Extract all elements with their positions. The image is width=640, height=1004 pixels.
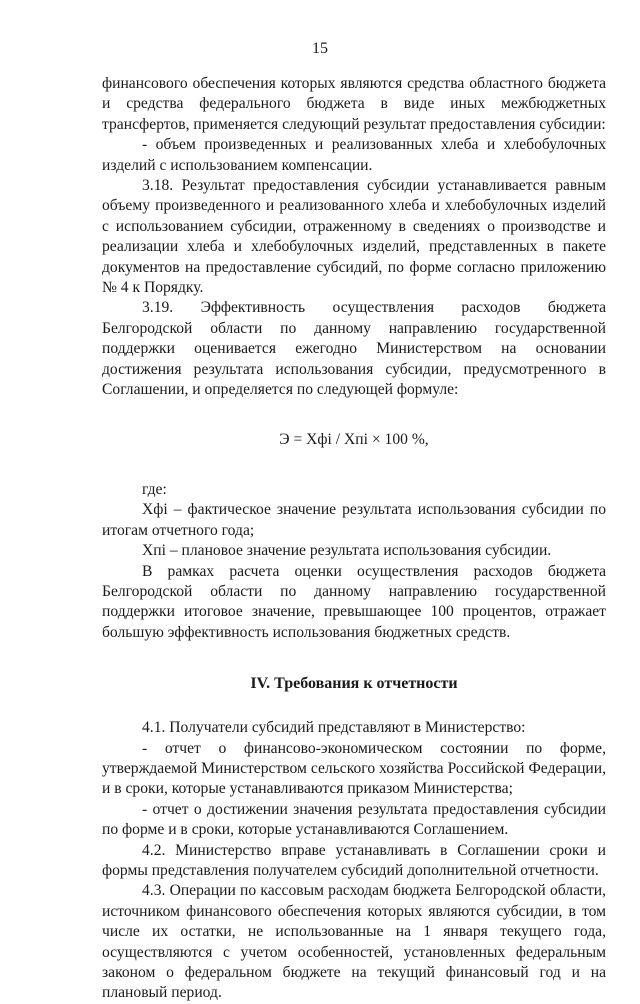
page-number: 15 bbox=[312, 40, 328, 57]
paragraph-continuation: финансового обеспечения которых являются средства областного бюджета и средства федерального бюджета в виде иных межбюджетных трансфертов, применяется следующий результат предоставления субсидии: bbox=[102, 75, 606, 133]
paragraph-4-1: 4.1. Получатели субсидий представляют в Министерство: bbox=[142, 719, 526, 737]
formula-where-label: где: bbox=[142, 480, 167, 498]
paragraph-3-19: 3.19. Эффективность осуществления расходов бюджета Белгородской области по данному направлению государственной поддержки оценивается ежегодно Министерством на основании достижения результата использования субсидии, предусмотренного в Соглашении, и определяется по следующей формуле: bbox=[102, 299, 606, 399]
paragraph-efficiency-note: В рамках расчета оценки осуществления расходов бюджета Белгородской области по данному направлению государственной поддержки итоговое значение, превышающее 100 процентов, отражает большую эффективность использования бюджетных средств. bbox=[102, 562, 606, 641]
paragraph-3-18: 3.18. Результат предоставления субсидии устанавливается равным объему произведенного и реализованного хлеба и хлебобулочных изделий с использованием субсидии, отраженному в сведениях о производстве и реализации хлеба и хлебобулочных изделий, представленных в пакете документов на предоставление субсидий, по форме согласно приложению № 4 к Порядку. bbox=[102, 177, 606, 297]
paragraph-4-2: 4.2. Министерство вправе устанавливать в Соглашении сроки и формы представления получателем субсидий дополнительной отчетности. bbox=[102, 841, 606, 879]
efficiency-formula: Э = Хфi / Хпi × 100 %, bbox=[279, 430, 429, 448]
document-body bbox=[102, 74, 606, 1004]
formula-definition-actual: Хфi – фактическое значение результата использования субсидии по итогам отчетного года; bbox=[102, 501, 606, 539]
paragraph-4-3: 4.3. Операции по кассовым расходам бюджета Белгородской области, источником финансового обеспечения которых являются субсидии, в том числе их остатки, не использованные на 1 января текущего года, осуществляются с учетом особенностей, установленных федеральным законом о федеральном бюджете на текущий финансовый год и на плановый период. bbox=[102, 882, 606, 1002]
formula-definition-planned: Хпi – плановое значение результата использования субсидии. bbox=[142, 542, 552, 560]
paragraph-4-1-item-2: - отчет о достижении значения результата предоставления субсидии по форме и в сроки, которые устанавливаются Соглашением. bbox=[102, 800, 606, 839]
section-heading: IV. Требования к отчетности bbox=[250, 675, 458, 693]
paragraph-4-1-item-1: - отчет о финансово-экономическом состоянии по форме, утверждаемой Министерством сельского хозяйства Российской Федерации, и в сроки, которые устанавливаются приказом Министерства; bbox=[102, 739, 606, 798]
paragraph-result-item: - объем произведенных и реализованных хлеба и хлебобулочных изделий с использованием компенсации. bbox=[102, 136, 606, 174]
